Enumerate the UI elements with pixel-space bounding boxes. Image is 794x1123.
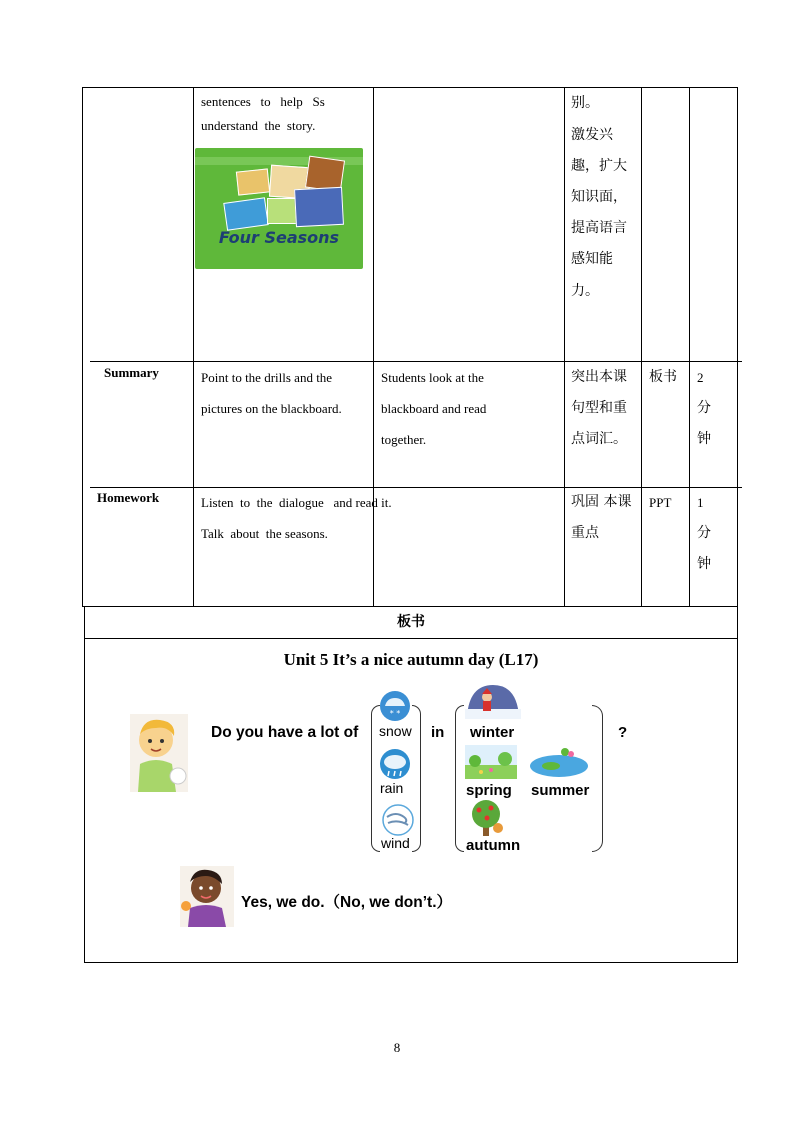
text-line: 钟 [697, 556, 711, 572]
homework-stage-label: Homework [97, 490, 160, 505]
season-word-winter: winter [470, 724, 515, 741]
text-line: blackboard and read [381, 401, 487, 416]
page-number: 8 [393, 1040, 401, 1055]
text-line: 分 [697, 400, 711, 416]
text-line: understand the story. [201, 118, 316, 133]
text-line: Point to the drills and the [201, 370, 333, 385]
text-line: 点词汇。 [571, 431, 627, 447]
text-line: 2 [697, 370, 704, 385]
homework-media: PPT [649, 495, 672, 510]
snow-icon [378, 690, 412, 722]
autumn-icon [465, 798, 509, 838]
text-line: 分 [697, 525, 711, 541]
board-title: Unit 5 It’s a nice autumn day (L17) [283, 650, 539, 669]
text-line: Listen to the dialogue and read it. [201, 495, 392, 510]
weather-word-snow: snow [379, 723, 412, 739]
text-line: 钟 [697, 431, 711, 447]
board-question-mark: ? [618, 724, 628, 741]
text-line: 感知能 [571, 251, 613, 267]
summer-icon [529, 746, 589, 778]
book-title: Four Seasons [218, 228, 340, 247]
text-line: 知识面， [571, 189, 627, 205]
boy-avatar [130, 714, 188, 792]
board-question: Do you have a lot of [211, 724, 359, 741]
season-word-autumn: autumn [466, 837, 521, 854]
text-line: together. [381, 432, 427, 447]
text-line: 力。 [571, 283, 599, 299]
board-answer: Yes, we do.（No, we don’t.） [241, 894, 452, 911]
text-line: 提高语言 [571, 220, 627, 236]
season-word-spring: spring [466, 782, 512, 799]
text-line: Talk about the seasons. [201, 526, 328, 541]
summary-stage-label: Summary [104, 365, 159, 380]
weather-word-rain: rain [380, 780, 404, 796]
weather-word-wind: wind [381, 835, 410, 851]
summary-media: 板书 [649, 369, 677, 385]
text-line: 1 [697, 495, 704, 510]
text-line: 巩固 本课 [571, 494, 632, 510]
four-seasons-book-image [195, 148, 363, 269]
right-bracket [592, 705, 603, 852]
winter-icon [465, 683, 521, 719]
text-line: 激发兴 [571, 127, 613, 143]
svg-text:* *: * * [389, 709, 401, 718]
left-bracket [455, 705, 464, 852]
girl-avatar [180, 866, 234, 927]
text-line: 趣，扩大 [571, 158, 627, 174]
spring-icon [465, 745, 517, 779]
board-in-word: in [431, 724, 445, 741]
board-header: 板书 [397, 614, 425, 630]
rain-icon [376, 748, 414, 780]
text-line: 突出本课 [571, 369, 627, 385]
text-line: sentences to help Ss [201, 94, 325, 109]
text-line: 别。 [571, 95, 599, 111]
text-line: 重点 [571, 525, 599, 541]
text-line: 句型和重 [571, 400, 627, 416]
season-word-summer: summer [531, 782, 590, 799]
text-line: pictures on the blackboard. [201, 401, 342, 416]
wind-icon [378, 804, 418, 836]
text-line: Students look at the [381, 370, 484, 385]
